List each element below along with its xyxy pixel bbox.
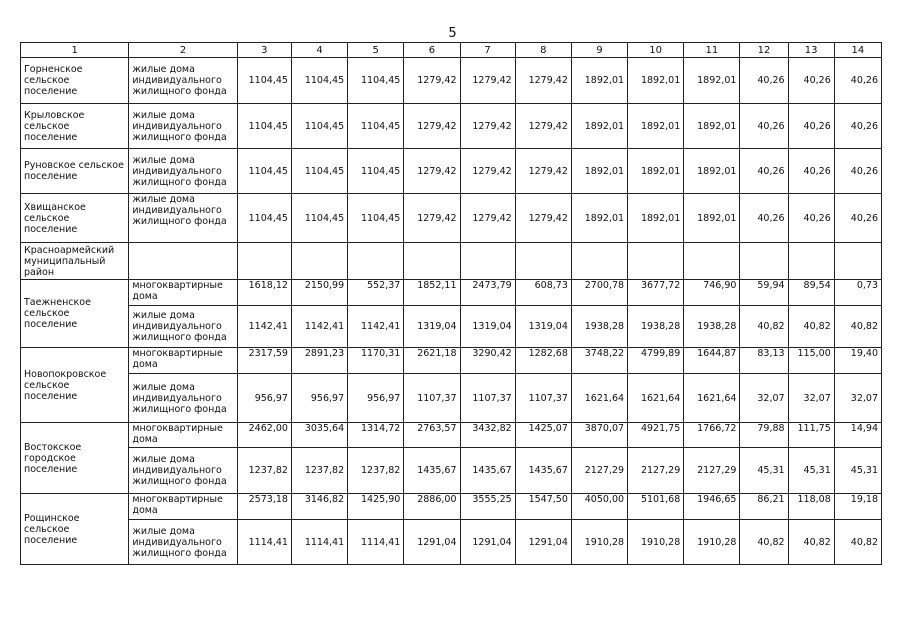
value-cell: 1237,82 (291, 448, 347, 494)
table-row (21, 149, 882, 194)
value-cell: 1618,12 (237, 280, 291, 306)
value-cell: 40,26 (740, 104, 788, 149)
value-cell: 1114,41 (291, 520, 347, 565)
value-cell: 1892,01 (684, 149, 740, 194)
value-cell: 4921,75 (628, 423, 684, 448)
settlement-name: Хвищанское сельское поселение (21, 194, 129, 243)
table-row (21, 194, 882, 243)
table-row (21, 374, 882, 423)
value-cell: 3035,64 (291, 423, 347, 448)
table-row (21, 494, 882, 520)
empty-cell (788, 243, 834, 280)
settlement-name: Горненское сельское поселение (21, 58, 129, 104)
empty-cell (571, 243, 627, 280)
value-cell: 2621,18 (404, 348, 460, 374)
value-cell: 2700,78 (571, 280, 627, 306)
value-cell: 1938,28 (571, 306, 627, 348)
value-cell: 1279,42 (515, 104, 571, 149)
value-cell: 40,26 (740, 58, 788, 104)
value-cell: 1170,31 (348, 348, 404, 374)
value-cell: 3870,07 (571, 423, 627, 448)
value-cell: 40,26 (788, 194, 834, 243)
column-header: 8 (515, 43, 571, 58)
value-cell: 1319,04 (404, 306, 460, 348)
value-cell: 1425,90 (348, 494, 404, 520)
value-cell: 1104,45 (291, 149, 347, 194)
value-cell: 1107,37 (515, 374, 571, 423)
value-cell: 1279,42 (460, 104, 515, 149)
value-cell: 19,40 (834, 348, 881, 374)
value-cell: 1892,01 (628, 58, 684, 104)
value-cell: 2763,57 (404, 423, 460, 448)
value-cell: 45,31 (834, 448, 881, 494)
empty-cell (628, 243, 684, 280)
value-cell: 40,82 (788, 306, 834, 348)
empty-cell (348, 243, 404, 280)
settlement-name: Рощинское сельское поселение (21, 494, 129, 565)
value-cell: 115,00 (788, 348, 834, 374)
value-cell: 1892,01 (684, 104, 740, 149)
value-cell: 1104,45 (237, 58, 291, 104)
value-cell: 1114,41 (348, 520, 404, 565)
value-cell: 3555,25 (460, 494, 515, 520)
value-cell: 956,97 (348, 374, 404, 423)
table-row (21, 520, 882, 565)
housing-type: многоквартирные дома (129, 348, 237, 374)
value-cell: 1547,50 (515, 494, 571, 520)
value-cell: 1621,64 (684, 374, 740, 423)
value-cell: 1938,28 (684, 306, 740, 348)
column-number-row (21, 43, 882, 58)
value-cell: 3677,72 (628, 280, 684, 306)
value-cell: 1104,45 (237, 149, 291, 194)
value-cell: 1621,64 (571, 374, 627, 423)
empty-cell (740, 243, 788, 280)
value-cell: 1766,72 (684, 423, 740, 448)
settlement-name: Таежненское сельское поселение (21, 280, 129, 348)
value-cell: 40,26 (788, 58, 834, 104)
value-cell: 1142,41 (291, 306, 347, 348)
housing-type: жилые дома индивидуального жилищного фонда (129, 104, 237, 149)
housing-type: жилые дома индивидуального жилищного фонда (129, 194, 237, 243)
column-header: 11 (684, 43, 740, 58)
district-name: Красноармейский муниципальный район (21, 243, 129, 280)
value-cell: 956,97 (291, 374, 347, 423)
value-cell: 1279,42 (515, 58, 571, 104)
value-cell: 40,26 (740, 194, 788, 243)
column-header: 4 (291, 43, 347, 58)
tariff-table (20, 42, 882, 565)
value-cell: 40,26 (788, 104, 834, 149)
housing-type: жилые дома индивидуального жилищного фонда (129, 374, 237, 423)
value-cell: 83,13 (740, 348, 788, 374)
settlement-name: Руновское сельское поселение (21, 149, 129, 194)
table-row (21, 58, 882, 104)
value-cell: 1435,67 (460, 448, 515, 494)
value-cell: 1104,45 (291, 194, 347, 243)
value-cell: 40,82 (740, 306, 788, 348)
housing-type: жилые дома индивидуального жилищного фонда (129, 448, 237, 494)
value-cell: 3290,42 (460, 348, 515, 374)
value-cell: 40,26 (834, 149, 881, 194)
value-cell: 1279,42 (515, 149, 571, 194)
value-cell: 59,94 (740, 280, 788, 306)
page-number: 5 (448, 26, 457, 41)
value-cell: 2127,29 (684, 448, 740, 494)
table-row (21, 306, 882, 348)
value-cell: 2317,59 (237, 348, 291, 374)
value-cell: 1892,01 (571, 104, 627, 149)
value-cell: 2127,29 (571, 448, 627, 494)
value-cell: 2462,00 (237, 423, 291, 448)
value-cell: 1910,28 (684, 520, 740, 565)
value-cell: 5101,68 (628, 494, 684, 520)
value-cell: 40,26 (834, 58, 881, 104)
column-header: 7 (460, 43, 515, 58)
value-cell: 86,21 (740, 494, 788, 520)
value-cell: 1279,42 (460, 58, 515, 104)
value-cell: 1319,04 (515, 306, 571, 348)
value-cell: 1104,45 (291, 58, 347, 104)
value-cell: 2127,29 (628, 448, 684, 494)
value-cell: 1104,45 (348, 58, 404, 104)
value-cell: 1291,04 (404, 520, 460, 565)
value-cell: 552,37 (348, 280, 404, 306)
district-row (21, 243, 882, 280)
settlement-name: Новопокровское сельское поселение (21, 348, 129, 423)
column-header: 12 (740, 43, 788, 58)
value-cell: 1946,65 (684, 494, 740, 520)
value-cell: 40,82 (834, 306, 881, 348)
value-cell: 40,26 (740, 149, 788, 194)
value-cell: 1892,01 (684, 58, 740, 104)
value-cell: 32,07 (740, 374, 788, 423)
table-row (21, 280, 882, 306)
value-cell: 746,90 (684, 280, 740, 306)
value-cell: 1892,01 (628, 149, 684, 194)
value-cell: 1279,42 (404, 194, 460, 243)
value-cell: 2473,79 (460, 280, 515, 306)
value-cell: 3432,82 (460, 423, 515, 448)
table-row (21, 104, 882, 149)
value-cell: 118,08 (788, 494, 834, 520)
value-cell: 1107,37 (404, 374, 460, 423)
value-cell: 1237,82 (348, 448, 404, 494)
value-cell: 1892,01 (684, 194, 740, 243)
column-header: 13 (788, 43, 834, 58)
housing-type: жилые дома индивидуального жилищного фонда (129, 149, 237, 194)
empty-cell (834, 243, 881, 280)
value-cell: 32,07 (788, 374, 834, 423)
value-cell: 608,73 (515, 280, 571, 306)
value-cell: 45,31 (740, 448, 788, 494)
value-cell: 1938,28 (628, 306, 684, 348)
value-cell: 2886,00 (404, 494, 460, 520)
value-cell: 1279,42 (404, 58, 460, 104)
empty-cell (291, 243, 347, 280)
housing-type: жилые дома индивидуального жилищного фонда (129, 520, 237, 565)
value-cell: 32,07 (834, 374, 881, 423)
value-cell: 1237,82 (237, 448, 291, 494)
value-cell: 14,94 (834, 423, 881, 448)
value-cell: 1279,42 (460, 149, 515, 194)
value-cell: 1910,28 (571, 520, 627, 565)
value-cell: 40,82 (788, 520, 834, 565)
value-cell: 1107,37 (460, 374, 515, 423)
value-cell: 1279,42 (404, 149, 460, 194)
housing-type: многоквартирные дома (129, 423, 237, 448)
value-cell: 1892,01 (628, 194, 684, 243)
value-cell: 1114,41 (237, 520, 291, 565)
housing-type: многоквартирные дома (129, 280, 237, 306)
value-cell: 3748,22 (571, 348, 627, 374)
value-cell: 1104,45 (291, 104, 347, 149)
value-cell: 1435,67 (404, 448, 460, 494)
value-cell: 1892,01 (571, 149, 627, 194)
value-cell: 1852,11 (404, 280, 460, 306)
value-cell: 1104,45 (348, 194, 404, 243)
value-cell: 45,31 (788, 448, 834, 494)
value-cell: 89,54 (788, 280, 834, 306)
table-row (21, 448, 882, 494)
value-cell: 1892,01 (571, 194, 627, 243)
value-cell: 1104,45 (237, 194, 291, 243)
value-cell: 956,97 (237, 374, 291, 423)
value-cell: 1279,42 (515, 194, 571, 243)
value-cell: 1104,45 (348, 104, 404, 149)
column-header: 9 (571, 43, 627, 58)
value-cell: 40,26 (788, 149, 834, 194)
empty-cell (684, 243, 740, 280)
value-cell: 1142,41 (348, 306, 404, 348)
settlement-name: Востокское городское поселение (21, 423, 129, 494)
value-cell: 40,82 (740, 520, 788, 565)
value-cell: 111,75 (788, 423, 834, 448)
table-row (21, 423, 882, 448)
value-cell: 1319,04 (460, 306, 515, 348)
column-header: 10 (628, 43, 684, 58)
column-header: 1 (21, 43, 129, 58)
value-cell: 1892,01 (628, 104, 684, 149)
value-cell: 1314,72 (348, 423, 404, 448)
value-cell: 1291,04 (515, 520, 571, 565)
value-cell: 40,82 (834, 520, 881, 565)
value-cell: 2573,18 (237, 494, 291, 520)
value-cell: 19,18 (834, 494, 881, 520)
column-header: 3 (237, 43, 291, 58)
settlement-name: Крыловское сельское поселение (21, 104, 129, 149)
value-cell: 3146,82 (291, 494, 347, 520)
value-cell: 1279,42 (404, 104, 460, 149)
value-cell: 40,26 (834, 104, 881, 149)
column-header: 5 (348, 43, 404, 58)
value-cell: 1104,45 (348, 149, 404, 194)
value-cell: 1910,28 (628, 520, 684, 565)
value-cell: 1279,42 (460, 194, 515, 243)
empty-cell (404, 243, 460, 280)
value-cell: 1892,01 (571, 58, 627, 104)
value-cell: 40,26 (834, 194, 881, 243)
housing-type: жилые дома индивидуального жилищного фонда (129, 58, 237, 104)
value-cell: 1291,04 (460, 520, 515, 565)
value-cell: 1621,64 (628, 374, 684, 423)
empty-cell (237, 243, 291, 280)
value-cell: 2891,23 (291, 348, 347, 374)
column-header: 14 (834, 43, 881, 58)
housing-type: жилые дома индивидуального жилищного фонда (129, 306, 237, 348)
column-header: 2 (129, 43, 237, 58)
column-header: 6 (404, 43, 460, 58)
value-cell: 1104,45 (237, 104, 291, 149)
value-cell: 0,73 (834, 280, 881, 306)
empty-cell (129, 243, 237, 280)
value-cell: 79,88 (740, 423, 788, 448)
value-cell: 1644,87 (684, 348, 740, 374)
value-cell: 4799,89 (628, 348, 684, 374)
value-cell: 1435,67 (515, 448, 571, 494)
value-cell: 1282,68 (515, 348, 571, 374)
value-cell: 1425,07 (515, 423, 571, 448)
table-row (21, 348, 882, 374)
empty-cell (515, 243, 571, 280)
housing-type: многоквартирные дома (129, 494, 237, 520)
value-cell: 2150,99 (291, 280, 347, 306)
value-cell: 1142,41 (237, 306, 291, 348)
empty-cell (460, 243, 515, 280)
value-cell: 4050,00 (571, 494, 627, 520)
